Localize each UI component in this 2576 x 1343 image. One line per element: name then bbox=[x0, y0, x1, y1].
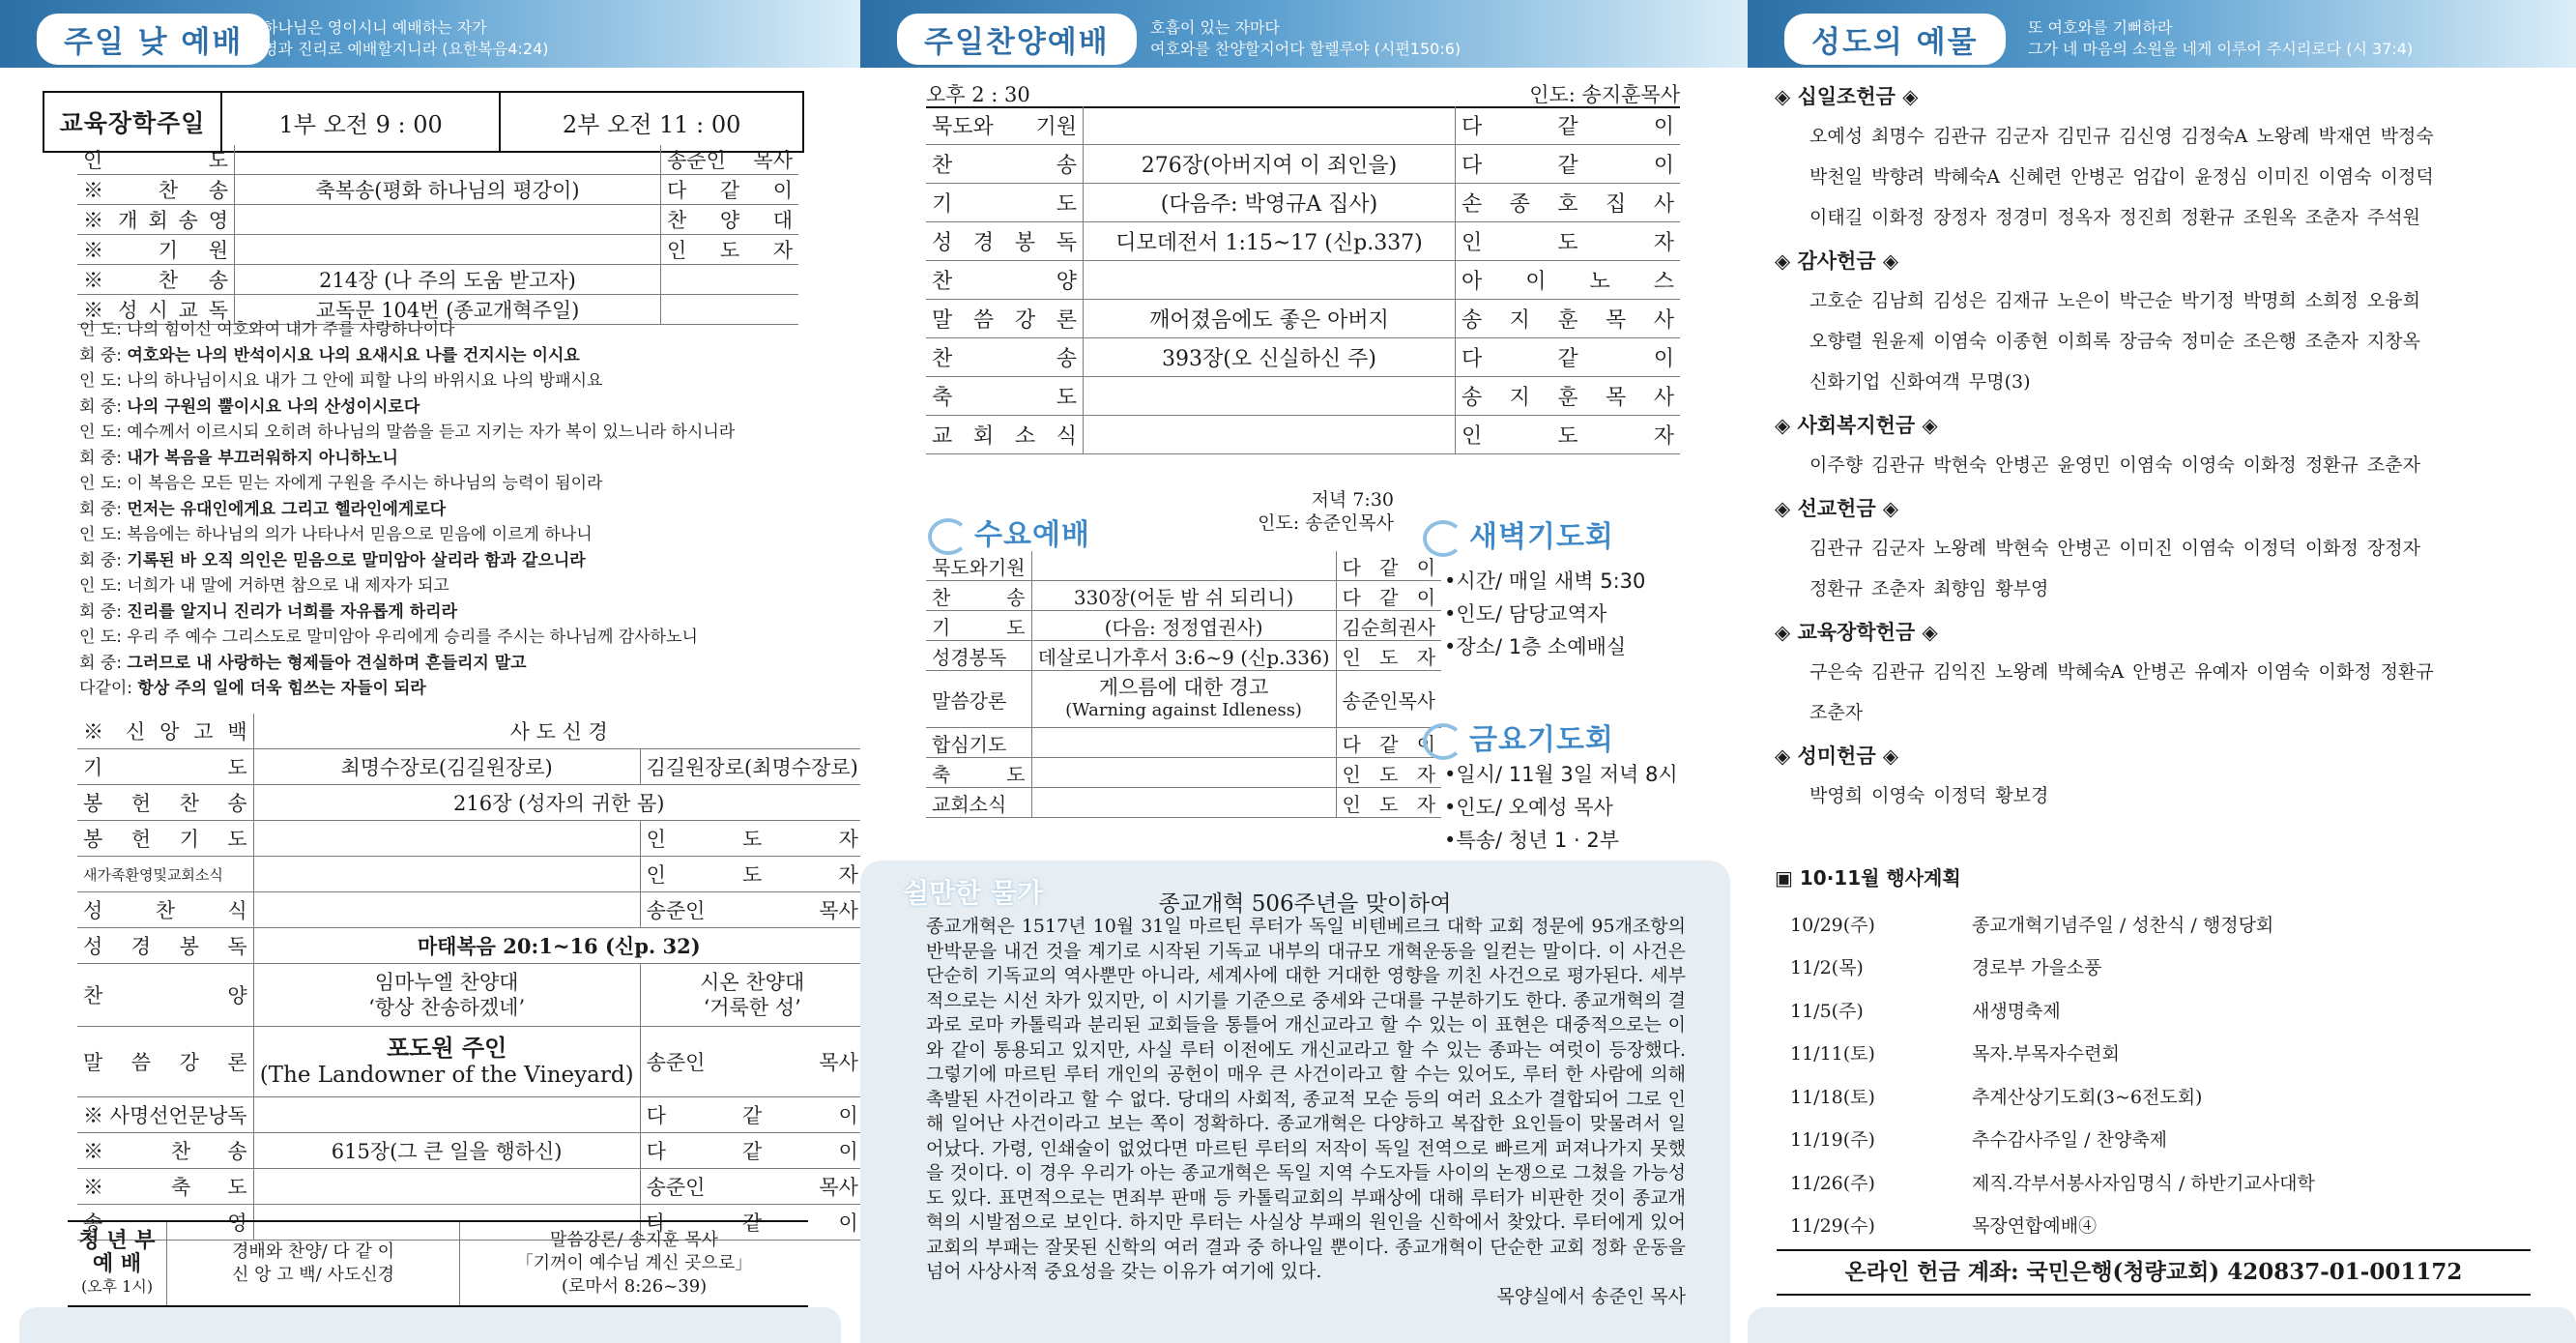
order-item-label: 교 회 소 식 bbox=[926, 416, 1084, 454]
offering-names-line: 박영희 이영숙 이정덕 황보경 bbox=[1809, 785, 2049, 806]
offering-names-line: 이주향 김관규 박현숙 안병곤 윤영민 이염숙 이영숙 이화정 정환규 조춘자 bbox=[1809, 454, 2420, 476]
responsive-text: 내가 복음을 부끄러워하지 아니하노니 bbox=[127, 448, 398, 468]
order-item-leader: 김순희권사 bbox=[1336, 611, 1441, 641]
order-item-content: 교독문 104번 (종교개혁주일) bbox=[235, 295, 661, 325]
responsive-line: 인 도: 이 복음은 모든 믿는 자에게 구원을 주시는 하나님의 능력이 됨이라 bbox=[79, 474, 603, 493]
order-item-label: 인 도 bbox=[77, 145, 235, 175]
order-item-leader bbox=[661, 265, 799, 295]
order-item-label: 찬 양 bbox=[77, 964, 253, 1027]
responsive-speaker: 다같이 bbox=[79, 679, 128, 698]
order-item-label: ※ 찬 송 bbox=[77, 1133, 253, 1169]
pastor-column-box bbox=[860, 861, 1730, 1343]
order-item-content: 깨어졌음에도 좋은 아버지 bbox=[1084, 300, 1456, 338]
responsive-text: 여호와는 나의 반석이시요 나의 요새시요 나를 건지시는 이시요 bbox=[127, 345, 580, 365]
order-item-content: 214장 (나 주의 도움 받고자) bbox=[235, 265, 661, 295]
praise-team-2: 시온 찬양대 ‘거룩한 성’ bbox=[640, 964, 860, 1027]
column-footer-decoration bbox=[1748, 1307, 2576, 1343]
responsive-speaker: 회 중 bbox=[79, 601, 117, 622]
events-section bbox=[1775, 862, 2529, 1246]
order-item-leader: 다 같 이 bbox=[1456, 145, 1681, 184]
order-item-label: ※ 축 도 bbox=[77, 1169, 253, 1205]
order-item-content: 최명수장로(김길원장로) bbox=[253, 749, 640, 785]
offering-names-line: 박천일 박향려 박혜숙A 신혜련 안병곤 엄갑이 윤정심 이미진 이염숙 이정덕 bbox=[1809, 166, 2434, 188]
order-row bbox=[926, 222, 1680, 261]
order-item-content bbox=[1084, 416, 1456, 454]
responsive-speaker: 회 중 bbox=[79, 396, 117, 417]
order-item-label: 말 씀 강 론 bbox=[77, 1027, 253, 1097]
responsive-speaker: 인 도 bbox=[79, 576, 117, 596]
offering-names-line: 조춘자 bbox=[1809, 702, 1864, 723]
order-row bbox=[77, 235, 798, 265]
order-item-leader: 다 같 이 bbox=[661, 175, 799, 205]
order-row bbox=[77, 1169, 860, 1205]
order-item-content bbox=[235, 205, 661, 235]
offering-group bbox=[1775, 737, 2548, 816]
offering-names-line: 구은숙 김관규 김익진 노왕례 박혜숙A 안병곤 유예자 이염숙 이화정 정환규 bbox=[1809, 661, 2434, 683]
order-item-label: 찬 송 bbox=[926, 145, 1084, 184]
offering-group-title: ◈ 교육장학헌금 ◈ bbox=[1775, 621, 1938, 644]
order-item-label: ※ 찬 송 bbox=[77, 265, 235, 295]
order-of-worship-part2 bbox=[77, 714, 860, 1241]
event-description: 새생명축제 bbox=[1972, 1000, 2061, 1022]
events-title: ▣ 10·11월 행사계획 bbox=[1775, 866, 1961, 890]
order-item-content: 330장(어둔 밤 쉬 되리니) bbox=[1031, 581, 1336, 611]
responsive-speaker: 회 중 bbox=[79, 653, 117, 673]
order-item-leader: 송준인 목사 bbox=[640, 892, 860, 928]
order-row bbox=[77, 1097, 860, 1133]
event-row bbox=[1775, 1118, 2316, 1161]
sermon-title-cell bbox=[1031, 671, 1336, 728]
order-row bbox=[926, 261, 1680, 300]
order-row bbox=[77, 145, 798, 175]
dawn-prayer-title: 새벽기도회 bbox=[1423, 512, 1614, 557]
order-item-content bbox=[253, 1169, 640, 1205]
order-item-content-alt: 김길원장로(최명수장로) bbox=[640, 749, 860, 785]
order-row bbox=[77, 749, 860, 785]
order-row bbox=[77, 205, 798, 235]
offering-group bbox=[1775, 242, 2548, 402]
order-item-content: 사 도 신 경 bbox=[253, 714, 860, 749]
order-item-label: 교회소식 bbox=[926, 788, 1031, 818]
first-service-time: 1부 오전 9 : 00 bbox=[221, 92, 500, 152]
order-item-content: 615장(그 큰 일을 행하신) bbox=[253, 1133, 640, 1169]
order-item-label: 새가족환영및교회소식 bbox=[77, 857, 253, 892]
order-row bbox=[926, 184, 1680, 222]
order-row bbox=[77, 857, 860, 892]
order-row bbox=[77, 175, 798, 205]
order-row bbox=[926, 145, 1680, 184]
order-item-content bbox=[1031, 758, 1336, 788]
order-item-label: ※ 사명선언문낭독 bbox=[77, 1097, 253, 1133]
swirl-icon bbox=[1423, 520, 1463, 557]
order-item-label: ※ 개 회 송 영 bbox=[77, 205, 235, 235]
event-row bbox=[1775, 1204, 2316, 1247]
order-item-content: 마태복음 20:1~16 (신p. 32) bbox=[253, 928, 860, 964]
order-item-content bbox=[1031, 788, 1336, 818]
morning-service-title: 주일 낮 예배 bbox=[37, 14, 270, 65]
responsive-line: 인 도: 나의 하나님이시요 내가 그 안에 피할 나의 바위시요 나의 방패시요 bbox=[79, 371, 603, 391]
order-item-label: 성 찬 식 bbox=[77, 892, 253, 928]
order-item-leader: 송 지 훈 목 사 bbox=[1456, 377, 1681, 416]
responsive-text: 나의 힘이신 여호와여 내가 주를 사랑하나이다 bbox=[127, 320, 455, 339]
order-row bbox=[926, 728, 1441, 758]
order-item-label: ※ 신 앙 고 백 bbox=[77, 714, 253, 749]
event-description: 추계산상기도회(3~6전도회) bbox=[1972, 1086, 2203, 1108]
order-row bbox=[926, 106, 1680, 145]
events-table bbox=[1775, 902, 2316, 1246]
pastor-column-signature: 목양실에서 송준인 목사 bbox=[1496, 1286, 1686, 1307]
swirl-icon bbox=[1423, 723, 1463, 760]
event-description: 추수감사주일 / 찬양축제 bbox=[1972, 1129, 2168, 1152]
order-item-label: 찬 송 bbox=[926, 581, 1031, 611]
order-item-content: 디모데전서 1:15~17 (신p.337) bbox=[1084, 222, 1456, 261]
order-item-content bbox=[253, 857, 640, 892]
responsive-text: 복음에는 하나님의 의가 나타나서 믿음으로 믿음에 이르게 하나니 bbox=[127, 525, 593, 544]
dawn-prayer-info: •시간/ 매일 새벽 5:30 •인도/ 담당교역자 •장소/ 1층 소예배실 bbox=[1444, 569, 1646, 658]
order-row bbox=[77, 821, 860, 857]
order-item-content bbox=[253, 821, 640, 857]
order-item-label: 말씀강론 bbox=[926, 671, 1031, 728]
order-row bbox=[926, 758, 1441, 788]
responsive-text: 우리 주 예수 그리스도로 말미암아 우리에게 승리를 주시는 하나님께 감사하노니 bbox=[127, 628, 698, 647]
morning-service-verse: 하나님은 영이시니 예배하는 자가 영과 진리로 예배할지니라 (요한복음4:24) bbox=[263, 18, 549, 58]
responsive-text: 너희가 내 말에 거하면 참으로 내 제자가 되고 bbox=[127, 576, 449, 596]
morning-service-column bbox=[0, 0, 860, 1343]
praise-service-order bbox=[926, 106, 1680, 454]
order-item-label: 기 도 bbox=[926, 611, 1031, 641]
responsive-line: 인 도: 우리 주 예수 그리스도로 말미암아 우리에게 승리를 주시는 하나님께 감사하노니 bbox=[79, 628, 698, 647]
sermon-title-en: (Warning against Idleness) bbox=[1065, 700, 1302, 720]
pastor-column-title: 종교개혁 506주년을 맞이하여 bbox=[1158, 891, 1452, 917]
offering-group-title: ◈ 감사헌금 ◈ bbox=[1775, 249, 1899, 273]
sermon-title: 포도원 주인 bbox=[386, 1034, 507, 1062]
responsive-line: 회 중: 진리를 알지니 진리가 너희를 자유롭게 하리라 bbox=[79, 601, 458, 622]
order-item-label: 성 경 봉 독 bbox=[77, 928, 253, 964]
order-item-label: 찬 송 bbox=[926, 338, 1084, 377]
youth-service-sermon: 말씀강론/ 송지훈 목사 「기꺼이 예수님 계신 곳으로」 (로마서 8:26~39) bbox=[515, 1230, 753, 1297]
responsive-line: 회 중: 나의 구원의 뿔이시요 나의 산성이시로다 bbox=[79, 396, 420, 417]
sermon-title-en: (The Landowner of the Vineyard) bbox=[259, 1063, 634, 1088]
praise-team-1: 임마누엘 찬양대 ‘항상 찬송하겠네’ bbox=[253, 964, 640, 1027]
offering-names-line: 김관규 김군자 노왕례 박현숙 안병곤 이미진 이염숙 이정덕 이화정 장정자 bbox=[1809, 538, 2420, 559]
order-item-leader: 인 도 자 bbox=[640, 857, 860, 892]
responsive-reading bbox=[79, 317, 804, 702]
order-item-leader: 손 종 호 집 사 bbox=[1456, 184, 1681, 222]
order-item-leader: 다 같 이 bbox=[1336, 728, 1441, 758]
order-item-content: 데살로니가후서 3:6~9 (신p.336) bbox=[1031, 641, 1336, 671]
order-item-leader: 송준인 목사 bbox=[661, 145, 799, 175]
order-item-content bbox=[1084, 261, 1456, 300]
pastor-column-label: 쉴만한 물가 bbox=[903, 877, 1043, 909]
second-service-time: 2부 오전 11 : 00 bbox=[562, 110, 741, 138]
youth-service-title: 청 년 부 예 배 (오후 1시) bbox=[68, 1221, 167, 1306]
order-row bbox=[926, 551, 1441, 581]
sermon-row bbox=[77, 1027, 860, 1097]
order-item-leader: 인 도 자 bbox=[1456, 416, 1681, 454]
order-item-content: 393장(오 신실하신 주) bbox=[1084, 338, 1456, 377]
order-item-content: 276장(아버지여 이 죄인을) bbox=[1084, 145, 1456, 184]
event-description: 목자.부목자수련회 bbox=[1972, 1043, 2120, 1066]
offering-group bbox=[1775, 406, 2548, 485]
order-row bbox=[926, 611, 1441, 641]
offering-group-title: ◈ 선교헌금 ◈ bbox=[1775, 497, 1899, 520]
order-item-leader: 다 같 이 bbox=[640, 1097, 860, 1133]
order-item-label: 말 씀 강 론 bbox=[926, 300, 1084, 338]
offering-names-line: 오예성 최명수 김관규 김군자 김민규 김신영 김정숙A 노왕례 박재연 박정숙 bbox=[1809, 126, 2434, 147]
event-row bbox=[1775, 946, 2316, 989]
responsive-text: 나의 구원의 뿔이시요 나의 산성이시로다 bbox=[127, 396, 420, 417]
order-row bbox=[77, 928, 860, 964]
swirl-icon bbox=[928, 518, 969, 555]
responsive-line: 인 도: 너희가 내 말에 거하면 참으로 내 제자가 되고 bbox=[79, 576, 449, 596]
order-item-leader: 다 같 이 bbox=[1336, 581, 1441, 611]
event-date: 11/5(주) bbox=[1790, 1000, 1864, 1022]
order-item-label: 찬 양 bbox=[926, 261, 1084, 300]
order-item-content: 축복송(평화 하나님의 평강이) bbox=[235, 175, 661, 205]
morning-service-header bbox=[0, 0, 860, 68]
order-item-label: ※ 찬 송 bbox=[77, 175, 235, 205]
offering-names-line: 정환규 조춘자 최향임 황부영 bbox=[1809, 578, 2049, 599]
event-date: 11/11(토) bbox=[1790, 1043, 1875, 1066]
order-item-label: ※ 성 시 교 독 bbox=[77, 295, 235, 325]
youth-service-order: 경배와 찬양/ 다 같 이 신 앙 고 백/ 사도신경 bbox=[167, 1221, 460, 1306]
event-date: 11/19(주) bbox=[1790, 1129, 1875, 1152]
offering-names-line: 고호순 김남희 김성은 김재규 노은이 박근순 박기정 박명희 소희정 오융희 bbox=[1809, 290, 2420, 311]
sermon-title: 게으름에 대한 경고 bbox=[1098, 676, 1269, 699]
offering-group-title: ◈ 성미헌금 ◈ bbox=[1775, 744, 1899, 768]
wednesday-service-time: 저녁 7:30 인도: 송준인목사 bbox=[1258, 489, 1394, 534]
order-row bbox=[926, 377, 1680, 416]
order-item-label: 축 도 bbox=[926, 758, 1031, 788]
order-item-leader: 인 도 자 bbox=[1336, 788, 1441, 818]
order-item-leader: 송준인목사 bbox=[1336, 671, 1441, 728]
responsive-text: 먼저는 유대인에게요 그리고 헬라인에게로다 bbox=[127, 499, 447, 519]
order-item-leader: 찬 양 대 bbox=[661, 205, 799, 235]
order-row bbox=[77, 714, 860, 749]
order-of-worship-part1 bbox=[77, 145, 798, 325]
pastor-column-body: 종교개혁은 1517년 10월 31일 마르틴 루터가 독일 비텐베르크 대학 교회 정문에 95개조항의 반박문을 내건 것을 계기로 시작된 기독교 내부의 대규모 개혁운동을 일컫는 말이다. 이 사건은 단순히 기독교의 역사뿐만 아니라, 세계사에 대한 거대한 영향을 끼친 사건으로 평가된다. 세부적으로는 시선 차가 있지만, 이 시기를 기준으로 중세와 근대를 구분하기도 한다. 종교개혁의 결과로 로마 카톨릭과 분리된 교회들을 통틀어 개신교라고 할 수 있는 이 표현은 대중적으로는 이와 같이 통용되고 있지만, 사실 루터 이전에도 개신교라고 할 수 있는 종파는 여럿이 등장했다. 그렇기에 마르틴 루터 개인의 공헌이 매우 큰 사건이라고 할 수는 있어도, 루터 한 사람에 의해 촉발된 사건이라고 할 수 없다. 당대의 사회적, 종교적 모순 등의 여러 요소가 결합되어 그로 인해 일어난 사건이라고 보는 쪽이 정확하다. 종교개혁은 다양하고 복잡한 요인들이 맞물려서 일어났다. 가령, 인쇄술이 없었다면 마르틴 루터의 저작이 독일 전역으로 빠르게 퍼져나가지 못했을 것이다. 이 경우 우리가 아는 종교개혁은 독일 지역 수도자들 사이의 논쟁으로 그쳤을 가능성도 있다. 표면적으로는 면죄부 판매 등 카톨릭교회의 부패상에 대해 루터가 비판한 것이 종교개혁의 시발점으로 보인다. 하지만 루터는 사실상 부패의 원인을 신학에서 찾았다. 루터에게 있어 교회의 부패는 잘못된 신학의 여러 결과 중 하나일 뿐이다. 종교개혁이 단순한 교회 정화 운동을 넘어 사상사적 중요성을 갖는 이유가 여기에 있다. bbox=[926, 916, 1686, 1282]
responsive-speaker: 인 도 bbox=[79, 423, 117, 442]
order-item-content: 216장 (성자의 귀한 몸) bbox=[253, 785, 860, 821]
order-item-leader: 인 도 자 bbox=[1336, 758, 1441, 788]
offering-names-line: 신화기업 신화여객 무명(3) bbox=[1809, 371, 2031, 393]
offering-group-title: ◈ 십일조헌금 ◈ bbox=[1775, 85, 1919, 108]
responsive-speaker: 인 도 bbox=[79, 371, 117, 391]
order-item-label: 봉 헌 찬 송 bbox=[77, 785, 253, 821]
offering-group bbox=[1775, 613, 2548, 733]
order-item-leader: 인 도 자 bbox=[1456, 222, 1681, 261]
order-item-leader: 다 같 이 bbox=[1336, 551, 1441, 581]
responsive-line: 인 도: 나의 힘이신 여호와여 내가 주를 사랑하나이다 bbox=[79, 320, 455, 339]
praise-service-header bbox=[860, 0, 1748, 68]
order-item-label: ※ 기 원 bbox=[77, 235, 235, 265]
event-description: 제직.각부서봉사자임명식 / 하반기교사대학 bbox=[1972, 1172, 2315, 1194]
service-theme: 교육장학주일 bbox=[43, 92, 221, 152]
wednesday-service-title: 수요예배 bbox=[928, 511, 1090, 555]
offering-names-line: 이태길 이화정 장정자 정경미 정옥자 정진희 정환규 조원옥 조춘자 주석원 bbox=[1809, 207, 2420, 228]
order-item-leader: 송준인 목사 bbox=[640, 1027, 860, 1097]
order-row bbox=[926, 581, 1441, 611]
sermon-row bbox=[926, 671, 1441, 728]
order-item-label: 기 도 bbox=[926, 184, 1084, 222]
responsive-line: 인 도: 예수께서 이르시되 오히려 하나님의 말씀을 듣고 지키는 자가 복이 있느니라 하시니라 bbox=[79, 423, 736, 442]
order-item-content bbox=[1031, 728, 1336, 758]
offering-names-line: 오향렬 원윤제 이염숙 이종현 이희록 장금숙 정미순 조은행 조춘자 지창옥 bbox=[1809, 331, 2420, 352]
order-row bbox=[77, 1133, 860, 1169]
event-row bbox=[1775, 1160, 2316, 1204]
order-item-content bbox=[1084, 106, 1456, 145]
responsive-line: 회 중: 여호와는 나의 반석이시요 나의 요새시요 나를 건지시는 이시요 bbox=[79, 345, 580, 365]
order-row bbox=[77, 892, 860, 928]
sermon-title-cell bbox=[253, 1027, 640, 1097]
responsive-text: 그러므로 내 사랑하는 형제들아 견실하며 흔들리지 말고 bbox=[127, 653, 527, 673]
order-item-content bbox=[235, 145, 661, 175]
order-item-leader: 아 이 노 스 bbox=[1456, 261, 1681, 300]
order-item-leader: 송준인 목사 bbox=[640, 1169, 860, 1205]
order-item-leader: 다 같 이 bbox=[640, 1133, 860, 1169]
offering-group bbox=[1775, 77, 2548, 238]
column-footer-decoration bbox=[19, 1307, 841, 1343]
order-item-content: (다음: 정정엽권사) bbox=[1031, 611, 1336, 641]
responsive-line: 회 중: 먼저는 유대인에게요 그리고 헬라인에게로다 bbox=[79, 499, 447, 519]
praise-service-leader: 인도: 송지훈목사 bbox=[1529, 83, 1680, 106]
order-item-leader: 인 도 자 bbox=[1336, 641, 1441, 671]
service-title-table bbox=[43, 91, 804, 153]
order-item-label: 봉 헌 기 도 bbox=[77, 821, 253, 857]
order-row bbox=[926, 300, 1680, 338]
praise-service-time: 오후 2 : 30 bbox=[926, 83, 1030, 106]
responsive-speaker: 회 중 bbox=[79, 448, 117, 468]
offerings-header bbox=[1748, 0, 2576, 68]
event-date: 11/26(주) bbox=[1790, 1172, 1875, 1194]
order-item-leader: 인 도 자 bbox=[640, 821, 860, 857]
responsive-text: 항상 주의 일에 더욱 힘쓰는 자들이 되라 bbox=[137, 679, 426, 698]
order-item-label: 묵도와 기원 bbox=[926, 106, 1084, 145]
responsive-line: 다같이: 항상 주의 일에 더욱 힘쓰는 자들이 되라 bbox=[79, 679, 426, 698]
order-item-label: 송 영 bbox=[77, 1205, 253, 1241]
praise-row bbox=[77, 964, 860, 1027]
responsive-line: 회 중: 그러므로 내 사랑하는 형제들아 견실하며 흔들리지 말고 bbox=[79, 653, 527, 673]
responsive-speaker: 인 도 bbox=[79, 525, 117, 544]
responsive-speaker: 회 중 bbox=[79, 345, 117, 365]
order-item-label: 성경봉독 bbox=[926, 641, 1031, 671]
praise-service-time-row bbox=[926, 79, 1680, 108]
order-item-leader: 다 같 이 bbox=[1456, 106, 1681, 145]
responsive-text: 진리를 알지니 진리가 너희를 자유롭게 하리라 bbox=[127, 601, 458, 622]
friday-prayer-title: 금요기도회 bbox=[1423, 715, 1614, 760]
order-item-label: 성 경 봉 독 bbox=[926, 222, 1084, 261]
event-row bbox=[1775, 988, 2316, 1032]
responsive-speaker: 인 도 bbox=[79, 320, 117, 339]
order-item-label: 합심기도 bbox=[926, 728, 1031, 758]
offerings-verse: 또 여호와를 기뻐하라 그가 네 마음의 소원을 네게 이루어 주시리로다 (시 37:4) bbox=[2028, 18, 2414, 58]
order-row bbox=[77, 785, 860, 821]
offerings-column bbox=[1748, 0, 2576, 1343]
order-item-content bbox=[253, 1097, 640, 1133]
praise-service-column bbox=[860, 0, 1748, 1343]
offering-group-title: ◈ 사회복지헌금 ◈ bbox=[1775, 414, 1938, 437]
responsive-speaker: 회 중 bbox=[79, 550, 117, 570]
event-date: 10/29(주) bbox=[1790, 914, 1875, 936]
responsive-line: 회 중: 기록된 바 오직 의인은 믿음으로 말미암아 살리라 함과 같으니라 bbox=[79, 550, 586, 570]
responsive-line: 인 도: 복음에는 하나님의 의가 나타나서 믿음으로 믿음에 이르게 하나니 bbox=[79, 525, 593, 544]
praise-service-title: 주일찬양예배 bbox=[897, 14, 1137, 65]
event-description: 목장연합예배④ bbox=[1972, 1215, 2098, 1238]
order-row bbox=[926, 338, 1680, 377]
responsive-speaker: 인 도 bbox=[79, 628, 117, 647]
responsive-line: 회 중: 내가 복음을 부끄러워하지 아니하노니 bbox=[79, 448, 398, 468]
event-date: 11/2(목) bbox=[1790, 957, 1864, 979]
event-row bbox=[1775, 902, 2316, 946]
order-item-content bbox=[1031, 551, 1336, 581]
event-description: 종교개혁기념주일 / 성찬식 / 행정당회 bbox=[1972, 914, 2274, 936]
order-item-content bbox=[1084, 377, 1456, 416]
order-item-content: (다음주: 박영규A 집사) bbox=[1084, 184, 1456, 222]
order-item-leader: 인 도 자 bbox=[661, 235, 799, 265]
responsive-text: 이 복음은 모든 믿는 자에게 구원을 주시는 하나님의 능력이 됨이라 bbox=[127, 474, 603, 493]
wednesday-service-order bbox=[926, 551, 1441, 818]
order-row bbox=[77, 265, 798, 295]
order-row bbox=[926, 641, 1441, 671]
responsive-text: 나의 하나님이시요 내가 그 안에 피할 나의 바위시요 나의 방패시요 bbox=[127, 371, 603, 391]
offering-group bbox=[1775, 489, 2548, 609]
order-item-leader: 송 지 훈 목 사 bbox=[1456, 300, 1681, 338]
event-date: 11/18(토) bbox=[1790, 1086, 1875, 1108]
order-row bbox=[926, 788, 1441, 818]
event-description: 경로부 가을소풍 bbox=[1972, 957, 2102, 979]
responsive-speaker: 회 중 bbox=[79, 499, 117, 519]
order-item-leader: 다 같 이 bbox=[640, 1205, 860, 1241]
event-row bbox=[1775, 1032, 2316, 1075]
online-offering-account: 온라인 헌금 계좌: 국민은행(청량교회) 420837-01-001172 bbox=[1777, 1249, 2531, 1296]
order-item-content bbox=[253, 892, 640, 928]
event-date: 11/29(수) bbox=[1790, 1215, 1875, 1238]
friday-prayer-info: •일시/ 11월 3일 저녁 8시 •인도/ 오예성 목사 •특송/ 청년 1 · 2부 bbox=[1444, 763, 1678, 852]
event-row bbox=[1775, 1074, 2316, 1118]
order-row bbox=[926, 416, 1680, 454]
order-item-leader: 다 같 이 bbox=[1456, 338, 1681, 377]
responsive-text: 기록된 바 오직 의인은 믿음으로 말미암아 살리라 함과 같으니라 bbox=[127, 550, 586, 570]
praise-service-verse: 호흡이 있는 자마다 여호와를 찬양할지어다 할렐루야 (시편150:6) bbox=[1150, 18, 1462, 58]
offerings-title: 성도의 예물 bbox=[1784, 14, 2006, 65]
youth-service-table bbox=[68, 1220, 808, 1307]
order-item-content bbox=[235, 235, 661, 265]
order-item-label: 축 도 bbox=[926, 377, 1084, 416]
order-item-label: 묵도와기원 bbox=[926, 551, 1031, 581]
responsive-speaker: 인 도 bbox=[79, 474, 117, 493]
order-item-label: 기 도 bbox=[77, 749, 253, 785]
responsive-text: 예수께서 이르시되 오히려 하나님의 말씀을 듣고 지키는 자가 복이 있느니라 하시니라 bbox=[127, 423, 736, 442]
